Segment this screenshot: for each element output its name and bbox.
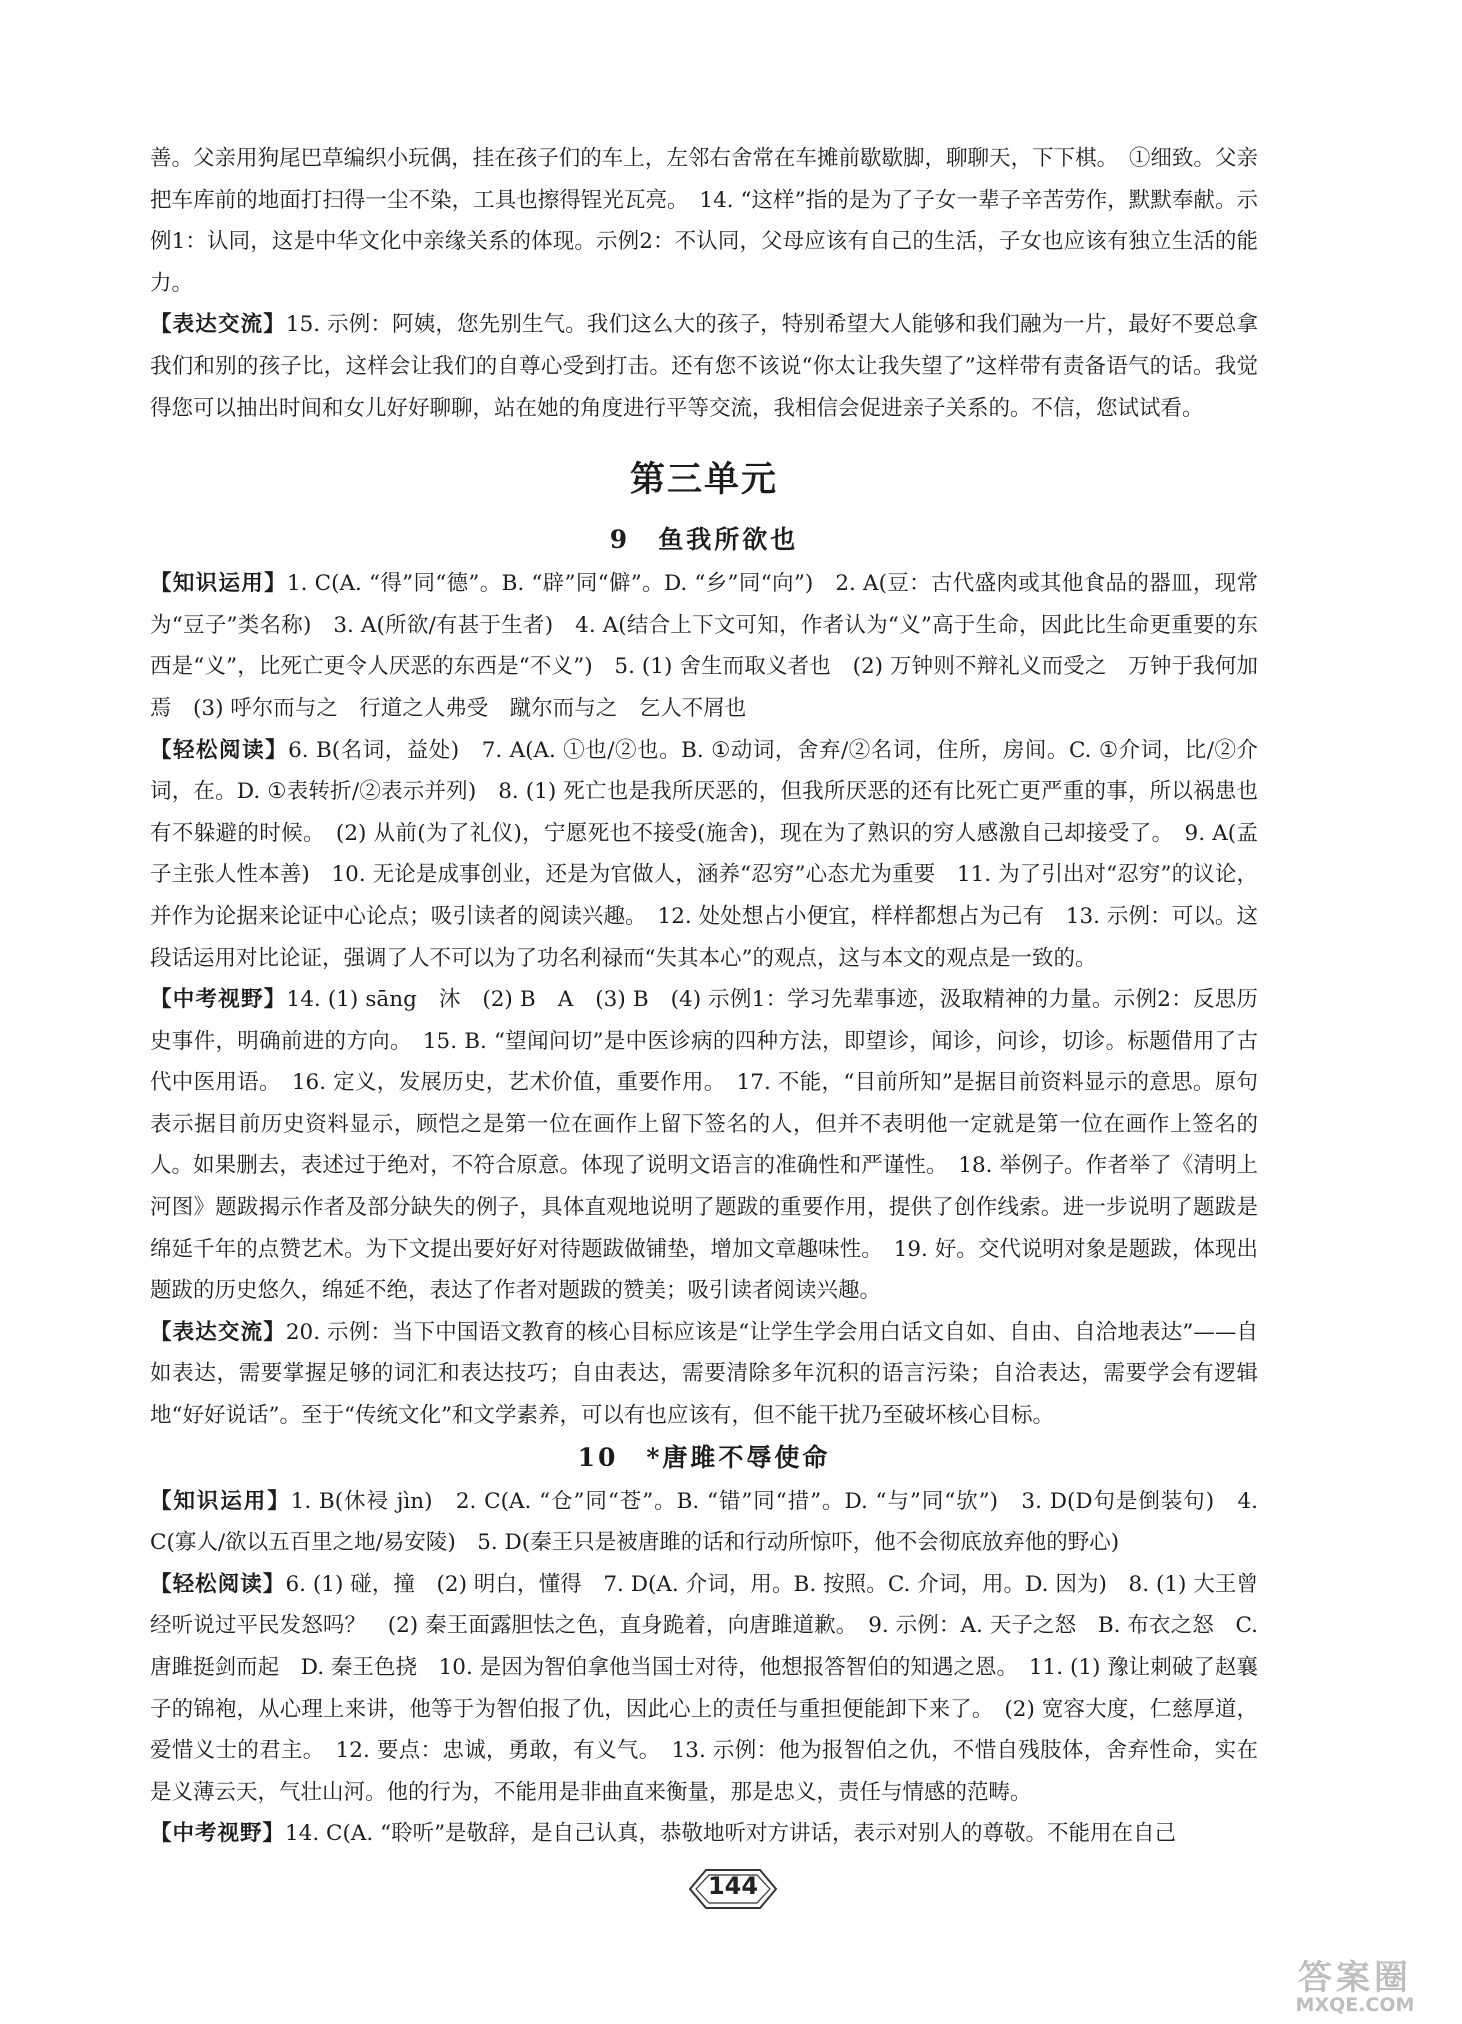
page-number — [684, 1866, 782, 1912]
lesson-9-exam-text: 14. (1) sāng 沐 (2) B A (3) B (4) 示例1：学习先辈事迹，汲取精神的力量。示例2：反思历史事件，明确前进的方向。 15. B. “望闻问切”是中医诊病的四种方法，即望诊，闻诊，问诊，切诊。标题借用了古代中医用语。 16. 定义，发展历史，艺术价值，重要作用。 17. 不能，“目前所知”是据目前资料显示的意思。原句表示据目前历史资料显示，顾恺之是第一位在画作上留下签名的人，但并不表明他一定就是第一位在画作上签名的人。如果删去，表述过于绝对，不符合原意。体现了说明文语言的准确性和严谨性。 18. 举例子。作者举了《清明上河图》题跋揭示作者及部分缺失的例子，具体直观地说明了题跋的重要作用，提供了创作线索。进一步说明了题跋是绵延千年的点赞艺术。为下文提出要好好对待题跋做铺垫，增加文章趣味性。 19. 好。交代说明对象是题跋，体现出题跋的历史悠久，绵延不绝，表达了作者对题跋的赞美；吸引读者阅读兴趣。 — [150, 987, 1258, 1304]
section-tag-knowledge: 【知识运用】 — [150, 571, 287, 597]
lesson-10-knowledge — [150, 1481, 1258, 1564]
intro-expression-paragraph — [150, 304, 1258, 429]
lesson-9-reading — [150, 730, 1258, 980]
unit-title: 第三单元 — [629, 459, 778, 501]
lesson-10-exam — [150, 1813, 1258, 1855]
page-content — [150, 138, 1258, 1855]
section-tag-exam: 【中考视野】 — [150, 987, 287, 1013]
watermark-text: 答案圈 — [1298, 1958, 1412, 1998]
page-number-text: 144 — [707, 1872, 759, 1900]
section-tag-expression: 【表达交流】 — [150, 312, 286, 338]
section-tag-reading: 【轻松阅读】 — [150, 737, 289, 763]
intro-text: 善。父亲用狗尾巴草编织小玩偶，挂在孩子们的车上，左邻右舍常在车摊前歇歇脚，聊聊天，下下棋。 ①细致。父亲把车库前的地面打扫得一尘不染，工具也擦得锃光瓦亮。 14. “这样”指的是为了子女一辈子辛苦劳作，默默奉献。示例1：认同，这是中华文化中亲缘关系的体现。示例2：不认同，父母应该有自己的生活，子女也应该有独立生活的能力。 — [150, 146, 1258, 296]
intro-expression-text: 15. 示例：阿姨，您先别生气。我们这么大的孩子，特别希望大人能够和我们融为一片，最好不要总拿我们和别的孩子比，这样会让我们的自尊心受到打击。还有您不该说“你太让我失望了”这样带有责备语气的话。我觉得您可以抽出时间和女儿好好聊聊，站在她的角度进行平等交流，我相信会促进亲子关系的。不信，您试试看。 — [150, 312, 1258, 421]
lesson-9-expression — [150, 1312, 1258, 1437]
lesson-9-title: 9 鱼我所欲也 — [609, 525, 799, 555]
watermark-url: MXQE.COM — [1295, 1994, 1415, 2016]
lesson-9-reading-text: 6. B(名词，益处) 7. A(A. ①也/②也。B. ①动词，舍弃/②名词，住所，房间。C. ①介词，比/②介词，在。D. ①表转折/②表示并列) 8. (1) 死亡也是我所厌恶的，但我所厌恶的还有比死亡更严重的事，所以祸患也有不躲避的时候。 (2) 从前(为了礼仪)，宁愿死也不接受(施舍)，现在为了熟识的穷人感激自己却接受了。 9. A(孟子主张人性本善) 10. 无论是成事创业，还是为官做人，涵养“忍穷”心态尤为重要 11. 为了引出对“忍穷”的议论，并作为论据来论证中心论点；吸引读者的阅读兴趣。 12. 处处想占小便宜，样样都想占为己有 13. 示例：可以。这段话运用对比论证，强调了人不可以为了功名利禄而“失其本心”的观点，这与本文的观点是一致的。 — [150, 737, 1258, 971]
section-tag-knowledge: 【知识运用】 — [150, 1488, 291, 1514]
lesson-9-knowledge — [150, 563, 1258, 729]
lesson-10-reading-text: 6. (1) 碰，撞 (2) 明白，懂得 7. D(A. 介词，用。B. 按照。C. 介词，用。D. 因为) 8. (1) 大王曾经听说过平民发怒吗？ (2) 秦王面露胆怯之色，直身跪着，向唐雎道歉。 9. 示例：A. 天子之怒 B. 布衣之怒 C. 唐雎挺剑而起 D. 秦王色挠 10. 是因为智伯拿他当国士对待，他想报答智伯的知遇之恩。 11. (1) 豫让刺破了赵襄子的锦袍，从心理上来讲，他等于为智伯报了仇，因此心上的责任与重担便能卸下来了。 (2) 宽容大度，仁慈厚道，爱惜义士的君主。 12. 要点：忠诚，勇敢，有义气。 13. 示例：他为报智伯之仇，不惜自残肢体，舍弃性命，实在是义薄云天，气壮山河。他的行为，不能用是非曲直来衡量，那是忠义，责任与情感的范畴。 — [150, 1571, 1258, 1805]
section-tag-expression: 【表达交流】 — [150, 1319, 286, 1345]
lesson-9-knowledge-text: 1. C(A. “得”同“德”。B. “辟”同“僻”。D. “乡”同“向”) 2. A(豆：古代盛肉或其他食品的器皿，现常为“豆子”类名称) 3. A(所欲/有甚于生者) 4. A(结合上下文可知，作者认为“义”高于生命，因此比生命更重要的东西是“义”，比死亡更令人厌恶的东西是“不义”) 5. (1) 舍生而取义者也 (2) 万钟则不辩礼义而受之 万钟于我何加焉 (3) 呼尔而与之 行道之人弗受 蹴尔而与之 乞人不屑也 — [150, 571, 1258, 721]
lesson-9-exam — [150, 979, 1258, 1312]
section-tag-reading: 【轻松阅读】 — [150, 1571, 286, 1597]
intro-paragraph — [150, 138, 1258, 304]
lesson-10-knowledge-text: 1. B(休祲 jìn) 2. C(A. “仓”同“苍”。B. “错”同“措”。D. “与”同“欤”) 3. D(D句是倒装句) 4. C(寡人/欲以五百里之地/易安陵) 5. D(秦王只是被唐雎的话和行动所惊吓，他不会彻底放弃他的野心) — [150, 1488, 1258, 1556]
lesson-10-exam-text: 14. C(A. “聆听”是敬辞，是自己认真，恭敬地听对方讲话，表示对别人的尊敬。不能用在自己 — [285, 1821, 1177, 1847]
lesson-10-title: 10 *唐雎不辱使命 — [577, 1442, 831, 1472]
lesson-9-expression-text: 20. 示例：当下中国语文教育的核心目标应该是“让学生学会用白话文自如、自由、自洽地表达”——自如表达，需要掌握足够的词汇和表达技巧；自由表达，需要清除多年沉积的语言污染；自洽表达，需要学会有逻辑地“好好说话”。至于“传统文化”和文学素养，可以有也应该有，但不能干扰乃至破坏核心目标。 — [150, 1319, 1258, 1429]
watermark — [1255, 1950, 1455, 2020]
section-tag-exam: 【中考视野】 — [150, 1821, 286, 1847]
lesson-10-reading — [150, 1564, 1258, 1814]
